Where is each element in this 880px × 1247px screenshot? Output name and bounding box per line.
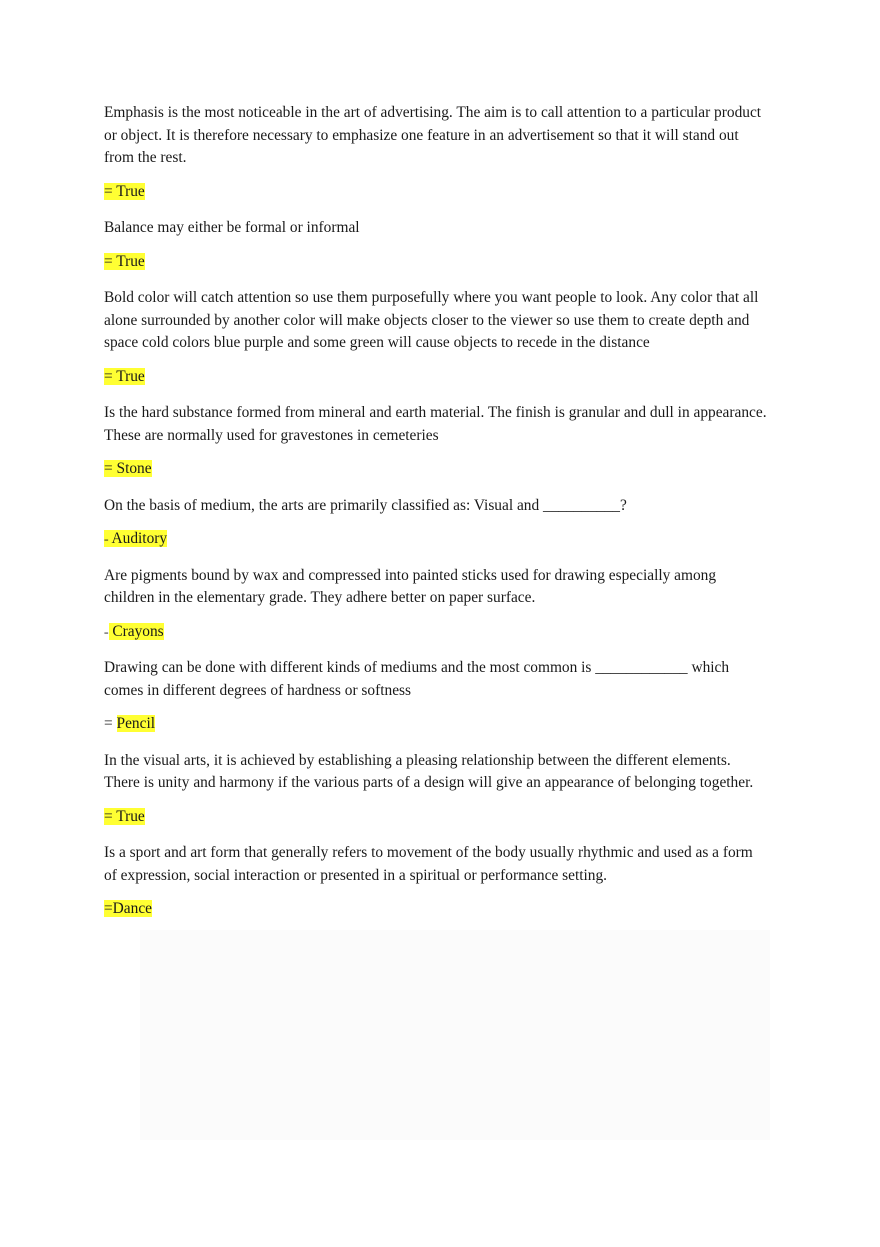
answer-highlight: = True — [104, 252, 145, 270]
answer-line — [104, 366, 769, 389]
answer-line — [104, 251, 769, 274]
answer-prefix: = — [104, 628, 109, 638]
answer-line — [104, 458, 769, 481]
answer-line — [104, 898, 769, 921]
question-text: Is the hard substance formed from mineral and earth material. The finish is granular and dull in appearance. These are normally used for gravestones in cemeteries — [104, 404, 767, 444]
answer-highlight: =Dance — [104, 900, 152, 917]
answer-highlight: = True — [104, 367, 145, 385]
question-text: In the visual arts, it is achieved by establishing a pleasing relationship between the different elements. There is unity and harmony if the various parts of a design will give an appearance of belonging together. — [104, 751, 754, 791]
answer-line — [104, 713, 769, 736]
answer-highlight: = True — [104, 807, 145, 825]
page-shading — [140, 930, 770, 1140]
qa-list — [104, 102, 769, 935]
answer-highlight: Pencil — [116, 715, 156, 732]
answer-line — [104, 528, 769, 551]
question-text: Emphasis is the most noticeable in the art of advertising. The aim is to call attention to a particular product or object. It is therefore necessary to emphasize one feature in an advertisement so that it will stand out from the rest. — [104, 104, 762, 166]
question-text: Balance may either be formal or informal — [104, 219, 360, 236]
answer-prefix: = — [104, 536, 109, 545]
answer-highlight — [104, 530, 167, 547]
answer-line — [104, 621, 769, 644]
answer-highlight: = Stone — [104, 460, 152, 477]
answer-value: Auditory — [108, 530, 168, 547]
question-text: Bold color will catch attention so use them purposefully where you want people to look. Any color that all alone surrounded by another color will make objects closer to the viewer so use them to create depth and space cold colors blue purple and some green will cause objects to recede in the distance — [104, 289, 759, 351]
question-text: Is a sport and art form that generally refers to movement of the body usually rhythmic and used as a form of expression, social interaction or presented in a spiritual or performance setting. — [104, 844, 753, 884]
answer-line — [104, 806, 769, 829]
answer-highlight: Crayons — [108, 622, 164, 640]
answer-line — [104, 181, 769, 204]
question-text: Drawing can be done with different kinds of mediums and the most common is ____________ which comes in different degrees of hardness or softness — [104, 659, 730, 699]
question-text: Are pigments bound by wax and compressed into painted sticks used for drawing especially among children in the elementary grade. They adhere better on paper surface. — [104, 566, 717, 606]
answer-highlight: = True — [104, 182, 145, 200]
question-text: On the basis of medium, the arts are primarily classified as: Visual and __________? — [104, 496, 627, 514]
answer-prefix: = — [104, 715, 117, 732]
